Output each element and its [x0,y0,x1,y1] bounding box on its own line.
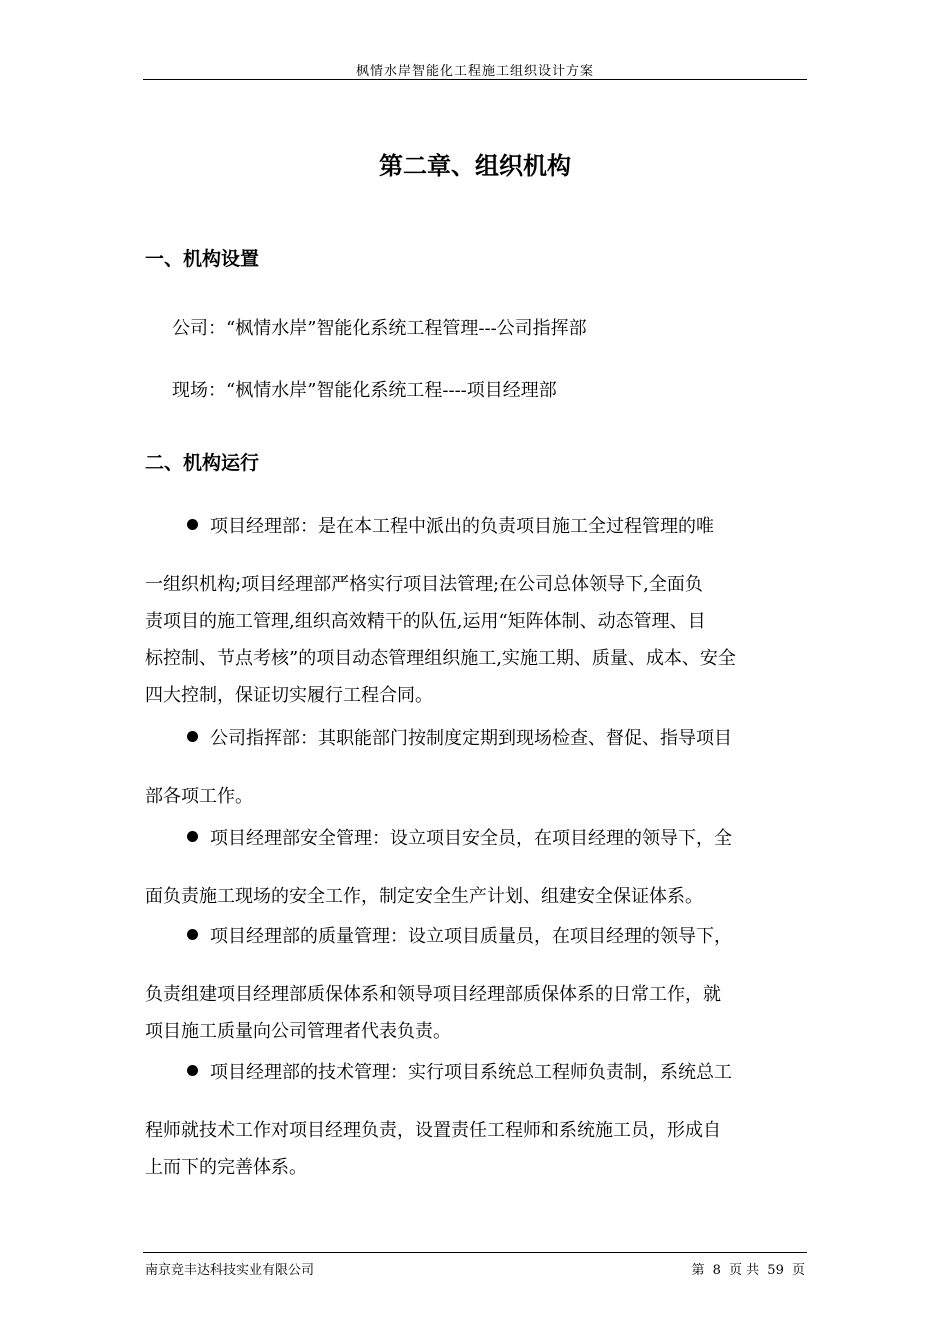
bullet-icon [187,929,198,940]
section-heading-operation: 二、机构运行 [145,452,260,474]
bullet-paragraph-project-dept [145,510,807,714]
org-line-company: 公司：“枫情水岸”智能化系统工程管理---公司指挥部 [172,318,587,339]
bullet-paragraph-technical [145,1056,807,1186]
page-suffix: 页 [791,1263,805,1278]
footer-rule [143,1252,807,1253]
paragraph-line: 公司指挥部：其职能部门按制度定期到现场检查、督促、指导项目 [210,728,732,749]
paragraph-line: 四大控制，保证切实履行工程合同。 [145,685,433,706]
bullet-icon [187,519,198,530]
paragraph-line: 项目经理部的质量管理：设立项目质量员，在项目经理的领导下， [210,926,732,947]
paragraph-line: 一组织机构;项目经理部严格实行项目法管理;在公司总体领导下,全面负 [145,574,703,595]
section-heading-setup: 一、机构设置 [145,248,260,270]
bullet-icon [187,731,198,742]
bullet-paragraph-quality [145,920,807,1050]
paragraph-line: 责项目的施工管理,组织高效精干的队伍,运用“矩阵体制、动态管理、目 [145,611,706,632]
paragraph-line: 项目经理部安全管理：设立项目安全员，在项目经理的领导下，全 [210,828,732,849]
paragraph-line: 项目施工质量向公司管理者代表负责。 [145,1021,451,1042]
page-total: 59 [767,1263,784,1278]
footer-page-number [689,1259,807,1278]
page-mid: 页 共 [729,1263,760,1278]
paragraph-line: 面负责施工现场的安全工作，制定安全生产计划、组建安全保证体系。 [145,886,703,907]
paragraph-line: 项目经理部：是在本工程中派出的负责项目施工全过程管理的唯 [210,516,714,537]
bullet-paragraph-safety [145,822,807,915]
paragraph-line: 部各项工作。 [145,786,253,807]
chapter-title: 第二章、组织机构 [379,152,571,180]
footer-company: 南京竞丰达科技实业有限公司 [145,1263,315,1278]
paragraph-line: 程师就技术工作对项目经理负责，设置责任工程师和系统施工员，形成自 [145,1120,721,1141]
bullet-icon [187,1065,198,1076]
paragraph-line: 项目经理部的技术管理：实行项目系统总工程师负责制，系统总工 [210,1062,732,1083]
bullet-icon [187,831,198,842]
org-line-site: 现场：“枫情水岸”智能化系统工程----项目经理部 [172,380,557,401]
page-number: 8 [712,1263,721,1278]
header-rule [143,79,807,80]
paragraph-line: 上而下的完善体系。 [145,1157,307,1178]
bullet-paragraph-company-command [145,722,807,815]
running-header: 枫情水岸智能化工程施工组织设计方案 [355,64,594,79]
paragraph-line: 负责组建项目经理部质保体系和领导项目经理部质保体系的日常工作，就 [145,984,721,1005]
page-prefix: 第 [691,1263,705,1278]
paragraph-line: 标控制、节点考核”的项目动态管理组织施工,实施工期、质量、成本、安全 [145,648,736,669]
